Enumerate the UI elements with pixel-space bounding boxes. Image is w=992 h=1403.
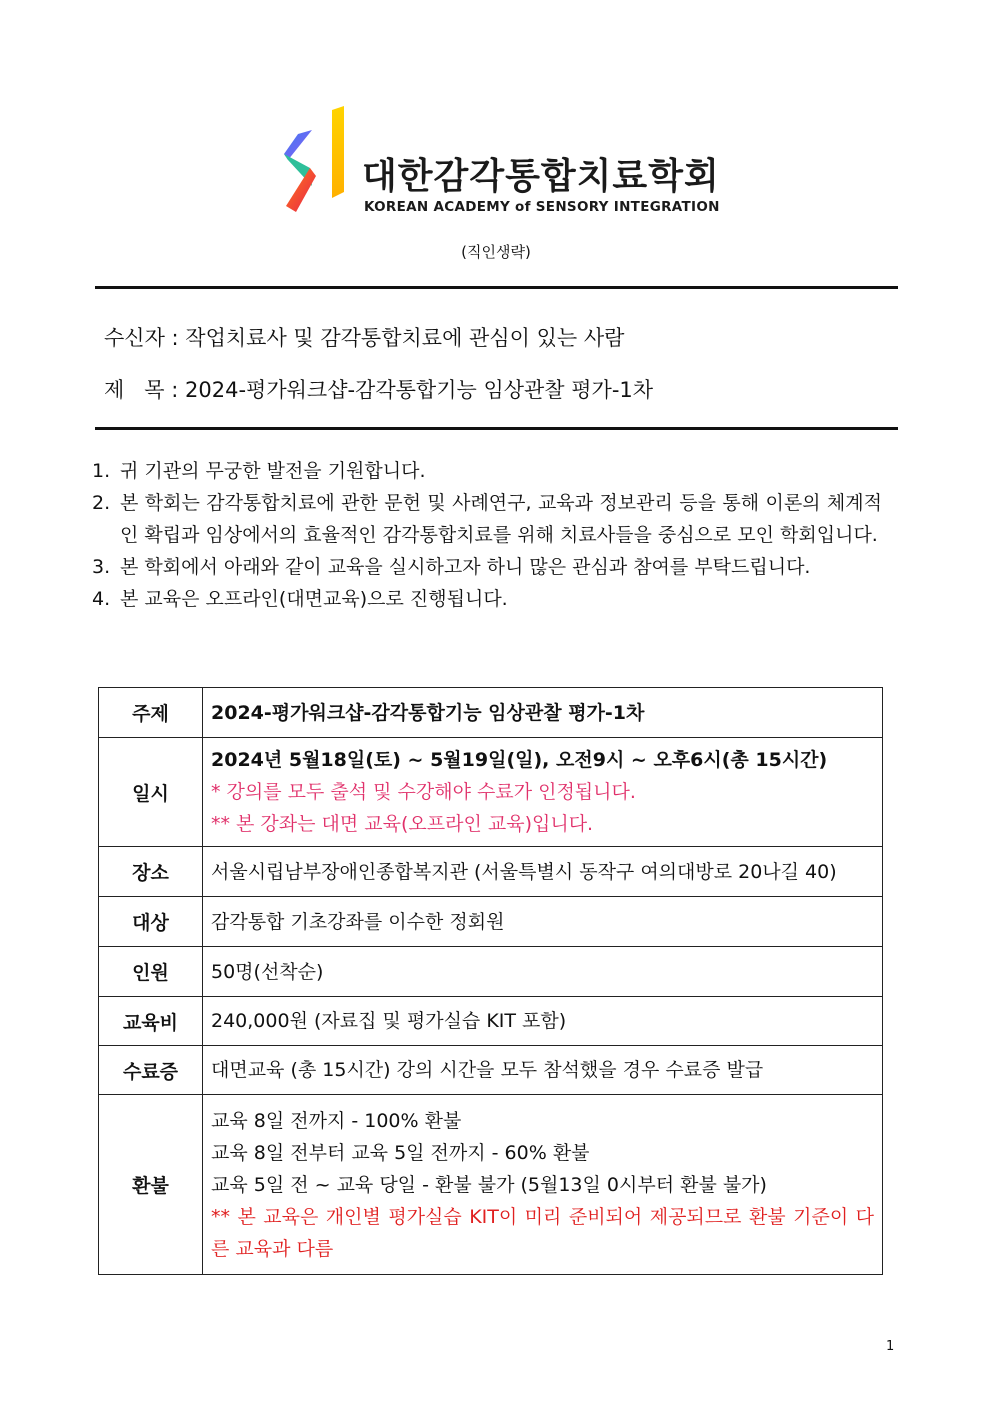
header-bottom-rule [95,427,898,430]
subject-label: 제 목 : [104,378,186,402]
recipient-line [104,322,624,352]
list-item-number: 1. [92,460,111,482]
fee-label: 교육비 [99,997,203,1046]
list-item-number: 2. [92,492,111,514]
table-row [99,847,883,897]
place-label: 장소 [99,847,203,897]
refund-policy-line: 교육 5일 전 ~ 교육 당일 - 환불 불가 (5월13일 0시부터 환불 불가) [211,1173,767,1196]
list-item-text: 귀 기관의 무궁한 발전을 기원합니다. [120,460,426,482]
list-item-number: 3. [92,556,111,578]
target-label: 대상 [99,897,203,947]
refund-cell [203,1095,883,1275]
topic-value: 2024-평가워크샵-감각통합기능 임상관찰 평가-1차 [203,688,883,738]
place-value: 서울시립남부장애인종합복지관 (서울특별시 동작구 여의대방로 20나길 40) [203,847,883,897]
list-item [92,583,882,615]
list-item-text: 본 교육은 오프라인(대면교육)으로 진행됩니다. [120,588,508,610]
education-info-table [98,687,883,1275]
capacity-value: 50명(선착순) [203,947,883,997]
table-row [99,897,883,947]
table-row [99,1046,883,1095]
table-row [99,997,883,1046]
topic-label: 주제 [99,688,203,738]
header-top-rule [95,286,898,289]
table-row [99,688,883,738]
schedule-note-offline: ** 본 강좌는 대면 교육(오프라인 교육)입니다. [211,813,594,835]
fee-value: 240,000원 (자료집 및 평가실습 KIT 포함) [203,997,883,1046]
body-list [92,455,882,615]
schedule-value: 2024년 5월18일(토) ~ 5월19일(일), 오전9시 ~ 오후6시(총 15시간) [211,749,828,771]
list-item [92,551,882,583]
schedule-cell [203,738,883,847]
table-row [99,1095,883,1275]
schedule-label: 일시 [99,738,203,847]
academy-logo-mark-icon [282,106,348,218]
table-row [99,738,883,847]
certificate-label: 수료증 [99,1046,203,1095]
refund-policy-line: 교육 8일 전까지 - 100% 환불 [211,1109,462,1132]
refund-label: 환불 [99,1095,203,1275]
target-value: 감각통합 기초강좌를 이수한 정회원 [203,897,883,947]
recipient-label: 수신자 : [104,326,186,350]
certificate-value: 대면교육 (총 15시간) 강의 시간을 모두 참석했을 경우 수료증 발급 [203,1046,883,1095]
seal-omitted-note: (직인생략) [461,243,531,261]
subject-value: 2024-평가워크샵-감각통합기능 임상관찰 평가-1차 [185,378,654,402]
list-item [92,487,882,551]
list-item-text: 본 학회에서 아래와 같이 교육을 실시하고자 하니 많은 관심과 참여를 부탁드립니다. [120,556,811,578]
page-number: 1 [886,1339,895,1354]
schedule-note-attendance: * 강의를 모두 출석 및 수강해야 수료가 인정됩니다. [211,781,636,803]
table-row [99,947,883,997]
academy-name-english: KOREAN ACADEMY of SENSORY INTEGRATION [364,199,720,215]
list-item-text: 본 학회는 감각통합치료에 관한 문헌 및 사례연구, 교육과 정보관리 등을 통해 이론의 체계적인 확립과 임상에서의 효율적인 감각통합치료를 위해 치료사들을 중심으로 모인 학회입니다. [120,492,882,546]
list-item [92,455,882,487]
academy-logo [282,106,722,218]
refund-policy-line: 교육 8일 전부터 교육 5일 전까지 - 60% 환불 [211,1141,590,1164]
subject-line [104,374,653,404]
academy-name-korean: 대한감각통합치료학회 [362,156,720,197]
refund-note: ** 본 교육은 개인별 평가실습 KIT이 미리 준비되어 제공되므로 환불 기준이 다른 교육과 다름 [211,1205,874,1260]
list-item-number: 4. [92,588,111,610]
capacity-label: 인원 [99,947,203,997]
recipient-value: 작업치료사 및 감각통합치료에 관심이 있는 사람 [185,326,625,350]
